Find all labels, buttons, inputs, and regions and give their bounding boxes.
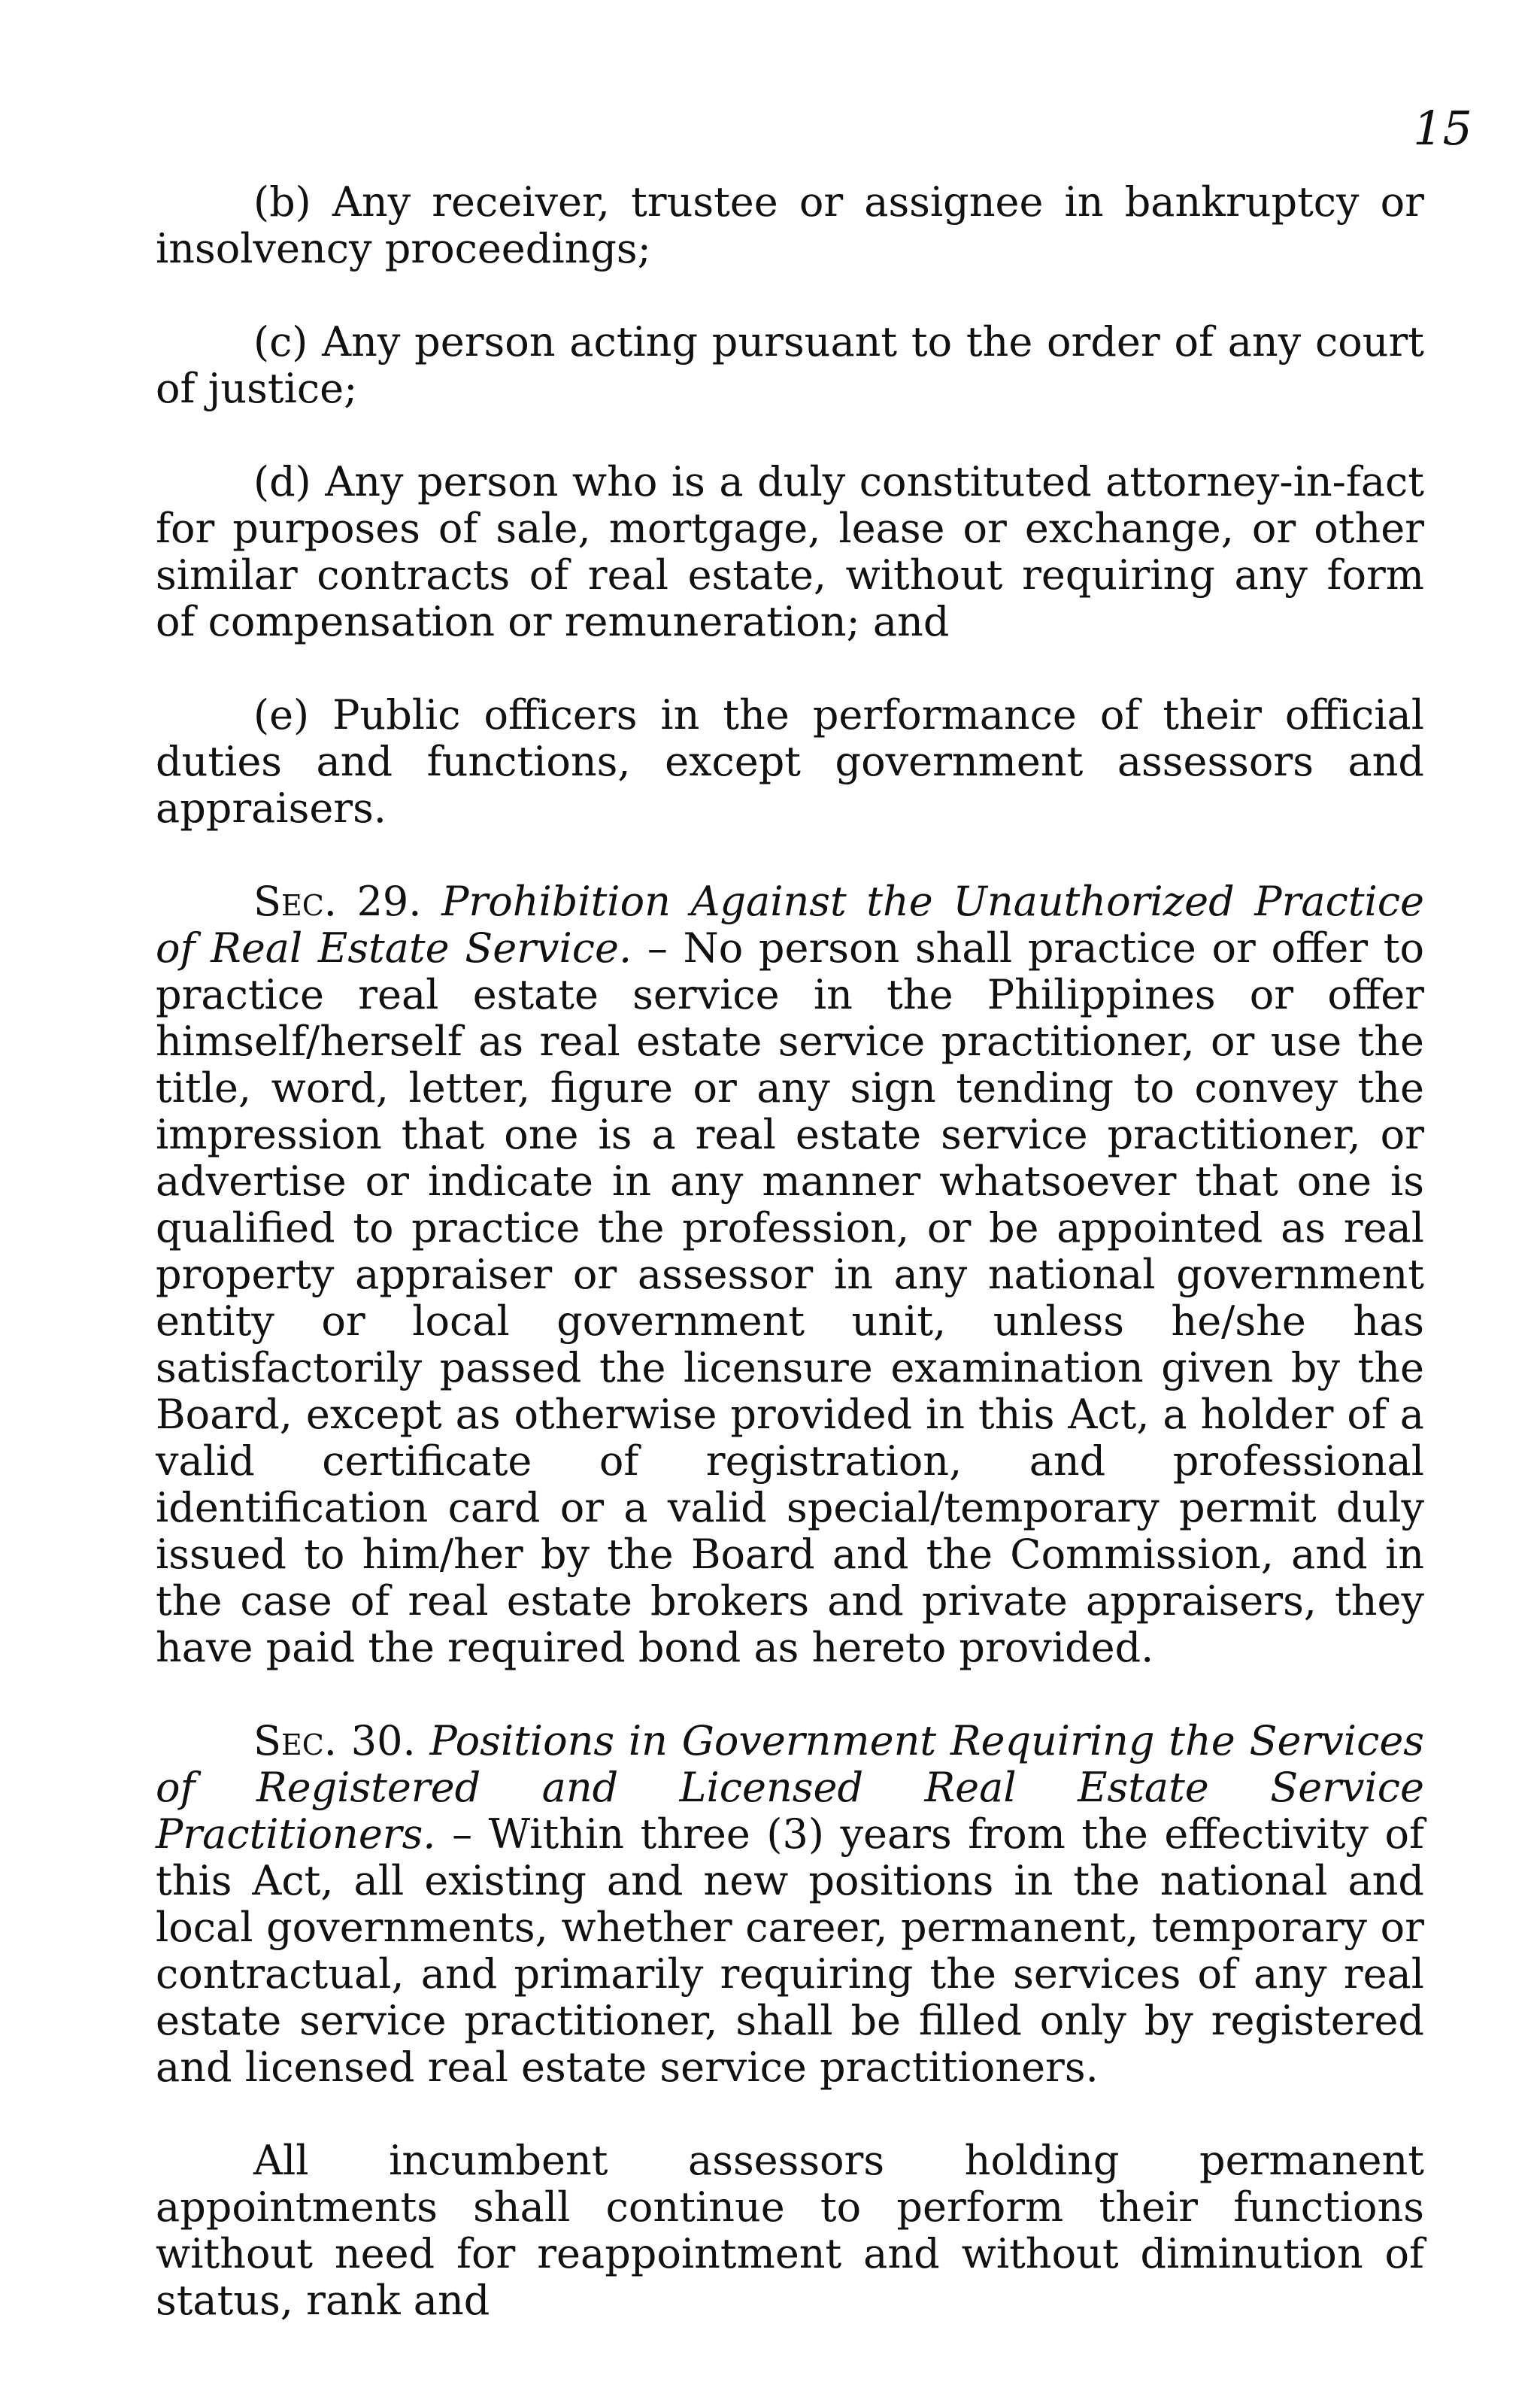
body-text <box>156 179 1424 2324</box>
paragraph-d: (d) Any person who is a duly constituted attorney-in-fact for purposes of sale, mortgage, lease or exchange, or other similar contracts of real estate, without requiring any form of compensation or remuneration; and <box>156 458 1424 645</box>
section-29-text: – No person shall practice or offer to practice real estate service in the Philippines or offer himself/herself as real estate service practitioner, or use the title, word, letter, figure or any sign tending to convey the impression that one is a real estate service practitioner, or advertise or indicate in any manner whatsoever that one is qualified to practice the profession, or be appointed as real property appraiser or assessor in any national government entity or local government unit, unless he/she has satisfactorily passed the licensure examination given by the Board, except as otherwise provided in this Act, a holder of a valid certificate of registration, and professional identification card or a valid special/temporary permit duly issued to him/her by the Board and the Commission, and in the case of real estate brokers and private appraisers, they have paid the required bond as hereto provided. <box>156 924 1424 1671</box>
paragraph-e: (e) Public officers in the performance of their official duties and functions, except government assessors and appraisers. <box>156 691 1424 832</box>
section-30 <box>156 1718 1424 2091</box>
paragraph-c: (c) Any person acting pursuant to the order of any court of justice; <box>156 318 1424 412</box>
page-number: 15 <box>1413 101 1472 156</box>
section-30-title: Positions in Government Requiring the Services of Registered and Licensed Real Estate Service Practitioners. <box>156 1717 1424 1858</box>
section-29 <box>156 878 1424 1671</box>
section-30-label: Sec. 30. <box>253 1717 416 1764</box>
section-29-title: Prohibition Against the Unauthorized Practice of Real Estate Service. <box>156 878 1424 972</box>
paragraph-b: (b) Any receiver, trustee or assignee in bankruptcy or insolvency proceedings; <box>156 178 1424 272</box>
section-29-label: Sec. 29. <box>253 878 422 925</box>
paragraph-incumbent-assessors: All incumbent assessors holding permanent appointments shall continue to perform their functions without need for reappointment and without diminution of status, rank and <box>156 2137 1424 2324</box>
section-30-text: – Within three (3) years from the effectivity of this Act, all existing and new positions in the national and local governments, whether career, permanent, temporary or contractual, and primarily requiring the services of any real estate service practitioner, shall be filled only by registered and licensed real estate service practitioners. <box>156 1810 1425 2091</box>
